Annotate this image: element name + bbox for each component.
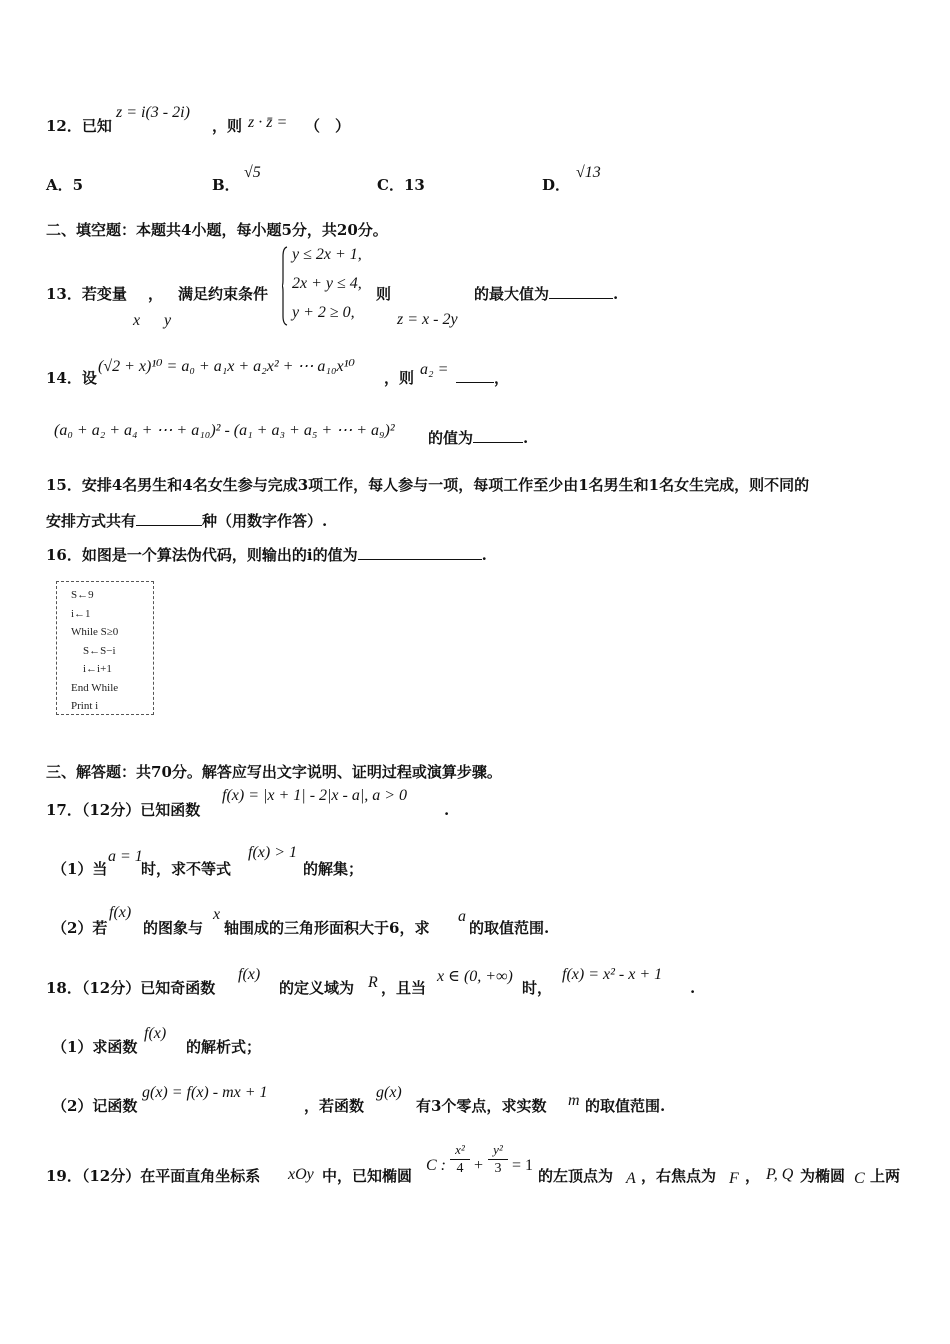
q19-frac1-num: x² [455, 1142, 465, 1157]
q14-comma: ， [494, 369, 510, 387]
q17-stem: 17．（12分）已知函数 [46, 801, 201, 819]
q15-answer-blank[interactable] [136, 511, 202, 526]
q19-stem: 19．（12分）在平面直角坐标系 [46, 1167, 261, 1185]
q18-p2-g: g(x) = f(x) - mx + 1 [142, 1084, 268, 1101]
q15-line2 [46, 511, 327, 531]
q12-then [212, 116, 242, 136]
q14-line2-tail [428, 428, 528, 448]
q12-option-b [212, 175, 240, 195]
q18-p2-mid: ，若函数 [304, 1097, 365, 1115]
q19-frac2-bar [488, 1159, 508, 1160]
q13-then: 则 [376, 285, 392, 303]
q19-A: A [626, 1170, 636, 1187]
q18-mid2: ，且当 [381, 979, 427, 997]
q19-mid2: 的左顶点为 [538, 1167, 614, 1185]
q17-p1-post: 的解集； [303, 860, 364, 878]
q13-satisfy: 满足约束条件 [178, 285, 269, 303]
q19-frac-x [450, 1142, 470, 1177]
q18-p2-g2: g(x) [376, 1084, 402, 1101]
q12-option-d [542, 175, 570, 195]
q16-stem-text: 16．如图是一个算法伪代码，则输出的i的值为 [46, 546, 358, 564]
code-line-4: S←S−i [83, 644, 116, 657]
q19-frac2-num: y² [493, 1142, 503, 1157]
code-line-7: Print i [71, 700, 99, 712]
q17-p2-mid: 的图象与 [143, 919, 204, 937]
q17-p2-a: a [458, 908, 466, 925]
q19-mid4: 为椭圆 [800, 1167, 846, 1185]
q16-end: . [481, 546, 487, 564]
q19-mid3: ，右焦点为 [641, 1167, 717, 1185]
q14-stem: 14．设 [46, 369, 97, 387]
q18-part2: （2）记函数 [52, 1097, 138, 1115]
q19-frac2-den: 3 [494, 1161, 502, 1176]
q17-func: f(x) = |x + 1| - 2|x - a|, a > 0 [222, 787, 408, 804]
q13-constraint-1: y ≤ 2x + 1, [292, 246, 362, 263]
code-line-1: S←9 [71, 589, 94, 601]
q14-then: ，则 [384, 369, 415, 387]
q17-p2-x: x [213, 906, 221, 923]
q12-paren: （ ） [305, 117, 351, 135]
q13-constraint-system [282, 246, 382, 326]
q14-a2-answer [456, 368, 509, 388]
q17-p2-f: f(x) [109, 904, 132, 921]
section3-title: 三、解答题：共70分。解答应写出文字说明、证明过程或演算步骤。 [46, 763, 502, 781]
q13-tail-text: 的最大值为 [474, 285, 550, 303]
q14-end: . [523, 429, 529, 447]
q18-p1-f: f(x) [144, 1025, 167, 1042]
code-line-6: End While [71, 681, 119, 694]
q12-expr: z · z̄ = [248, 114, 288, 131]
q19-eq1: = 1 [512, 1157, 534, 1174]
q18-end: . [690, 979, 696, 997]
q13-constraint-2: 2x + y ≤ 4, [292, 275, 362, 292]
q14-a2: a₂ = [420, 361, 449, 378]
q19-tail: 上两 [870, 1167, 901, 1185]
code-line-5: i←i+1 [83, 663, 112, 675]
q18-part1: （1）求函数 [52, 1038, 138, 1056]
q19-PQ: P, Q [766, 1166, 794, 1183]
q12-option-c [377, 175, 425, 195]
code-line-3: While S≥0 [71, 626, 119, 638]
q16-answer-blank[interactable] [358, 545, 482, 560]
q18-cond: x ∈ (0, +∞) [437, 968, 513, 985]
q12-option-d-value: √13 [576, 164, 601, 181]
q19-mid1: 中，已知椭圆 [322, 1167, 413, 1185]
q12-option-a [46, 175, 83, 195]
q14-a2-blank[interactable] [456, 368, 494, 383]
q13-answer-blank[interactable] [549, 284, 613, 299]
q12-option-a-value: 5 [72, 176, 84, 194]
q16-pseudocode-box [56, 581, 154, 715]
q18-R: R [368, 974, 378, 991]
q12-then-text: ，则 [212, 117, 243, 135]
q13-end: . [613, 285, 619, 303]
q19-C-label: C : [426, 1157, 446, 1174]
q13-var-x: x [133, 312, 141, 329]
q18-p2-post: 的取值范围. [585, 1097, 666, 1115]
q18-def: f(x) = x² - x + 1 [562, 966, 663, 983]
q14-line2-expr: (a₀ + a₂ + a₄ + ⋯ + a₁₀)² - (a₁ + a₃ + a₅ + ⋯ + a₉)² [54, 422, 395, 439]
q12-given: z = i(3 - 2i) [116, 104, 190, 121]
q19-plus: + [474, 1157, 484, 1174]
q17-p1-ineq: f(x) > 1 [248, 844, 297, 861]
q13-stem: 13．若变量 [46, 285, 127, 303]
q19-xoy: xOy [288, 1166, 314, 1183]
q13-objective: z = x - 2y [397, 311, 458, 328]
q17-part2: （2）若 [52, 919, 108, 937]
q18-f: f(x) [238, 966, 261, 983]
q12-option-c-letter: C． [377, 176, 404, 194]
q14-value-blank[interactable] [473, 428, 523, 443]
q17-p1-cond: a = 1 [108, 848, 143, 865]
q12-number: 12．已知 [46, 117, 112, 135]
q17-part1 [52, 859, 107, 879]
q17-p1-mid: 时，求不等式 [141, 860, 232, 878]
q18-p2-m: m [568, 1092, 580, 1109]
q17-end: . [444, 801, 450, 819]
q16-stem [46, 545, 487, 565]
q12-option-b-letter: B． [212, 176, 240, 194]
q19-comma: ， [745, 1167, 761, 1185]
q14-expansion: (√2 + x)¹⁰ = a₀ + a₁x + a₂x² + ⋯ a₁₀x¹⁰ [98, 358, 355, 375]
q15-line1: 15．安排4名男生和4名女生参与完成3项工作，每人参与一项，每项工作至少由1名男生和1名女生完成，则不同的 [46, 476, 810, 494]
q12-option-c-value: 13 [403, 176, 425, 194]
q18-mid3: 时， [522, 979, 553, 997]
section2-title: 二、填空题：本题共4小题，每小题5分，共20分。 [46, 221, 388, 239]
q19-frac1-bar [450, 1159, 470, 1160]
left-brace-icon [282, 246, 288, 326]
q12-option-d-letter: D． [542, 176, 571, 194]
q14-line2-tail-text: 的值为 [428, 429, 474, 447]
q18-p2-mid2: 有3个零点，求实数 [416, 1097, 547, 1115]
q12-option-b-value: √5 [244, 164, 261, 181]
q19-frac-y [488, 1142, 508, 1177]
q17-p1-pre: （1）当 [52, 860, 108, 878]
q15-line2-post: 种（用数字作答）. [202, 512, 328, 530]
q18-p1-post: 的解析式； [186, 1038, 262, 1056]
q18-mid1: 的定义域为 [279, 979, 355, 997]
q13-tail [474, 284, 618, 304]
q12-stem-line [46, 116, 112, 136]
q19-frac1-den: 4 [456, 1161, 464, 1176]
code-line-2: i←1 [71, 607, 91, 620]
q13-comma: ， [148, 285, 164, 303]
q15-line2-pre: 安排方式共有 [46, 512, 137, 530]
q19-C: C [854, 1170, 865, 1187]
q19-F: F [729, 1170, 739, 1187]
q12-option-a-letter: A． [46, 176, 73, 194]
q18-stem: 18．（12分）已知奇函数 [46, 979, 216, 997]
q13-var-y: y [164, 312, 172, 329]
q17-p2-mid2: 轴围成的三角形面积大于6，求 [224, 919, 430, 937]
q13-constraint-3: y + 2 ≥ 0, [292, 304, 355, 321]
q17-p2-post: 的取值范围. [469, 919, 550, 937]
